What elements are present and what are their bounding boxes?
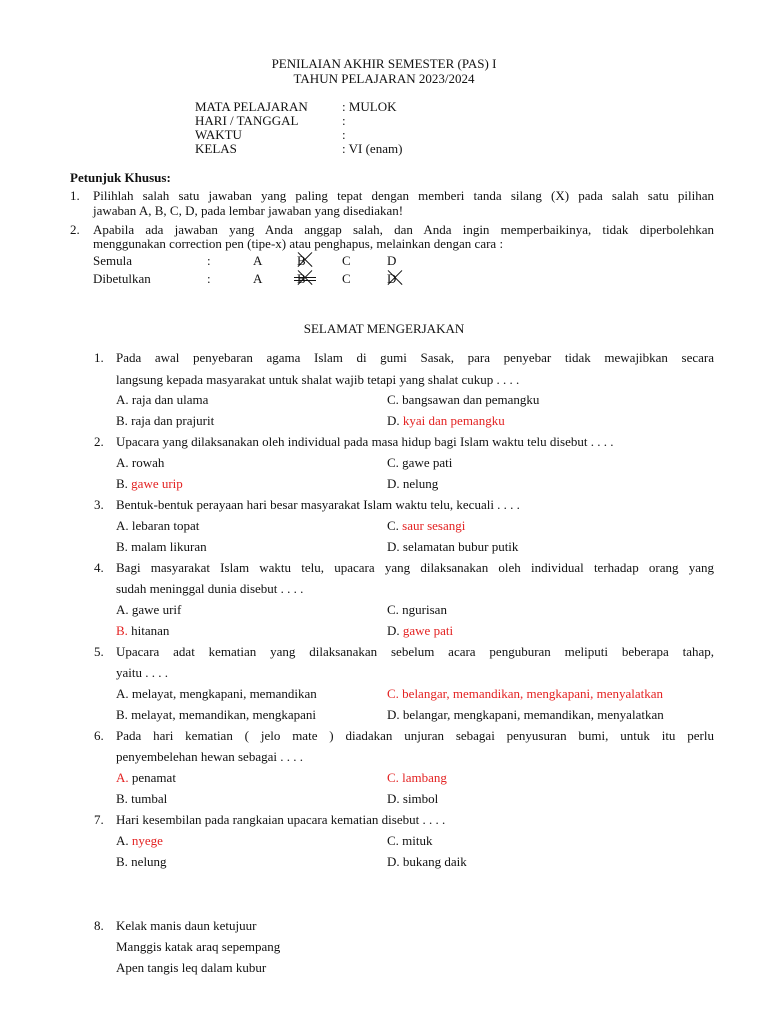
option-text: ngurisan — [402, 602, 447, 617]
question-text: penyembelehan hewan sebagai . . . . — [116, 749, 303, 764]
option-letter: B. — [116, 476, 128, 491]
question-text: Pada awal penyebaran agama Islam di gumi Sasak, para penyebar tidak mewajibkan secara — [116, 350, 714, 365]
option-c[interactable] — [387, 455, 452, 471]
example-option-c: C — [342, 253, 351, 268]
option-b[interactable] — [116, 539, 207, 555]
option-letter: D. — [387, 539, 400, 554]
option-text: simbol — [402, 791, 439, 806]
question-text: Bagi masyarakat Islam waktu telu, upacara yang dilaksanakan oleh individual terhadap orang yang — [116, 560, 714, 575]
option-letter: D. — [387, 791, 400, 806]
option-b[interactable] — [116, 791, 167, 807]
example-option-b: B — [297, 253, 306, 268]
option-letter: B. — [116, 707, 128, 722]
option-text-selected: lambang — [402, 770, 447, 785]
option-text: belangar, mengkapani, memandikan, menyalatkan — [402, 707, 664, 722]
question-text: Upacara yang dilaksanakan oleh individual pada masa hidup bagi Islam waktu telu disebut . . . . — [116, 434, 614, 449]
question-number: 1. — [94, 350, 104, 365]
info-value: : — [342, 113, 346, 128]
question-text: Bentuk-bentuk perayaan hari besar masyarakat Islam waktu telu, kecuali . . . . — [116, 497, 520, 512]
option-text: selamatan bubur putik — [402, 539, 519, 554]
question-text: Pada hari kematian ( jelo mate ) diadakan unjuran sebagai penyusuran bumi, untuk itu perlu — [116, 728, 714, 743]
option-letter: D. — [387, 623, 400, 638]
info-label: KELAS — [195, 141, 237, 156]
instruction-number: 1. — [70, 188, 80, 203]
option-text-selected: belangar, memandikan, mengkapani, menyalatkan — [402, 686, 663, 701]
info-label: HARI / TANGGAL — [195, 113, 299, 128]
option-text: rowah — [131, 455, 165, 470]
option-letter: C. — [387, 686, 399, 701]
option-text-selected: kyai dan pemangku — [402, 413, 505, 428]
option-d[interactable] — [387, 707, 664, 723]
exam-title: PENILAIAN AKHIR SEMESTER (PAS) I — [271, 56, 497, 71]
option-letter: C. — [387, 602, 399, 617]
info-label: MATA PELAJARAN — [195, 99, 308, 114]
example-label: Dibetulkan — [93, 271, 151, 286]
option-text: lebaran topat — [131, 518, 200, 533]
option-text: malam likuran — [131, 539, 207, 554]
option-text: raja dan prajurit — [131, 413, 215, 428]
option-letter: A. — [116, 602, 129, 617]
option-text-selected: gawe urip — [131, 476, 183, 491]
question-text: yaitu . . . . — [116, 665, 168, 680]
option-letter: C. — [387, 518, 399, 533]
option-letter: D. — [387, 707, 400, 722]
option-c[interactable] — [387, 602, 447, 618]
example-option-a: A — [253, 271, 263, 286]
option-text: penamat — [131, 770, 176, 785]
example-option-d: D — [387, 253, 397, 268]
question-number: 8. — [94, 918, 104, 933]
option-text: melayat, mengkapani, memandikan — [131, 686, 317, 701]
option-b[interactable] — [116, 476, 183, 492]
example-colon: : — [207, 271, 211, 286]
option-a[interactable] — [116, 833, 163, 849]
option-letter: B. — [116, 623, 128, 638]
option-letter: A. — [116, 770, 129, 785]
pantun-line: Kelak manis daun ketujuur — [116, 918, 257, 933]
example-option-a: A — [253, 253, 263, 268]
option-letter: D. — [387, 854, 400, 869]
instruction-text: Pilihlah salah satu jawaban yang paling tepat dengan memberi tanda silang (X) pada salah satu pilihan — [93, 188, 714, 203]
instructions-title: Petunjuk Khusus: — [70, 170, 171, 185]
option-letter: C. — [387, 392, 399, 407]
option-letter: A. — [116, 518, 129, 533]
info-value: : MULOK — [342, 99, 397, 114]
option-letter: C. — [387, 833, 399, 848]
question-number: 7. — [94, 812, 104, 827]
option-letter: C. — [387, 770, 399, 785]
option-text: gawe pati — [402, 455, 453, 470]
example-option-d: D — [387, 271, 397, 286]
info-label: WAKTU — [195, 127, 242, 142]
option-text: tumbal — [131, 791, 168, 806]
option-c[interactable] — [387, 686, 663, 702]
question-number: 5. — [94, 644, 104, 659]
question-number: 3. — [94, 497, 104, 512]
option-d[interactable] — [387, 854, 467, 870]
option-b[interactable] — [116, 854, 167, 870]
question-text: Hari kesembilan pada rangkaian upacara kematian disebut . . . . — [116, 812, 446, 827]
option-letter: A. — [116, 686, 129, 701]
instruction-number: 2. — [70, 222, 80, 237]
question-text: sudah meninggal dunia disebut . . . . — [116, 581, 304, 596]
option-c[interactable] — [387, 392, 539, 408]
option-text: gawe urif — [131, 602, 182, 617]
option-a[interactable] — [116, 455, 164, 471]
option-text-selected: nyege — [131, 833, 163, 848]
option-text: raja dan ulama — [131, 392, 209, 407]
example-option-c: C — [342, 271, 351, 286]
option-text: melayat, memandikan, mengkapani — [131, 707, 316, 722]
strike-through-icon — [294, 277, 316, 281]
academic-year: TAHUN PELAJARAN 2023/2024 — [293, 71, 475, 86]
question-number: 6. — [94, 728, 104, 743]
option-c[interactable] — [387, 833, 433, 849]
instruction-text: Apabila ada jawaban yang Anda anggap salah, dan Anda ingin memperbaikinya, tidak diperbolehkan — [93, 222, 714, 237]
option-b[interactable] — [116, 707, 316, 723]
option-text: mituk — [402, 833, 433, 848]
option-b[interactable] — [116, 413, 214, 429]
instruction-text: jawaban A, B, C, D, pada lembar jawaban yang disediakan! — [93, 203, 404, 218]
example-label: Semula — [93, 253, 132, 268]
option-letter: C. — [387, 455, 399, 470]
option-a[interactable] — [116, 602, 181, 618]
option-c[interactable] — [387, 518, 465, 534]
option-letter: B. — [116, 539, 128, 554]
option-a[interactable] — [116, 770, 176, 786]
option-c[interactable] — [387, 770, 447, 786]
question-text: Upacara adat kematian yang dilaksanakan sebelum acara penguburan meliputi beberapa tahap, — [116, 644, 714, 659]
option-text-selected: saur sesangi — [402, 518, 466, 533]
option-d[interactable] — [387, 623, 453, 639]
option-letter: B. — [116, 791, 128, 806]
option-text: bangsawan dan pemangku — [402, 392, 540, 407]
option-letter: B. — [116, 413, 128, 428]
info-value: : — [342, 127, 346, 142]
option-d[interactable] — [387, 476, 438, 492]
info-value: : VI (enam) — [342, 141, 403, 156]
option-letter: A. — [116, 833, 129, 848]
option-d[interactable] — [387, 791, 438, 807]
question-number: 4. — [94, 560, 104, 575]
option-text-selected: gawe pati — [402, 623, 454, 638]
option-d[interactable] — [387, 413, 505, 429]
option-a[interactable] — [116, 686, 317, 702]
question-text: langsung kepada masyarakat untuk shalat wajib tetapi yang shalat cukup . . . . — [116, 372, 520, 387]
pantun-line: Apen tangis leq dalam kubur — [116, 960, 267, 975]
question-number: 2. — [94, 434, 104, 449]
option-d[interactable] — [387, 539, 518, 555]
pantun-line: Manggis katak araq sepempang — [116, 939, 281, 954]
instruction-text: menggunakan correction pen (tipe-x) atau penghapus, melainkan dengan cara : — [93, 236, 504, 251]
option-text: bukang daik — [402, 854, 467, 869]
option-letter: D. — [387, 476, 400, 491]
option-b[interactable] — [116, 623, 169, 639]
option-text: hitanan — [131, 623, 170, 638]
option-a[interactable] — [116, 392, 208, 408]
option-text: nelung — [402, 476, 439, 491]
example-colon: : — [207, 253, 211, 268]
example-option-b: B — [297, 271, 306, 286]
option-text: nelung — [131, 854, 167, 869]
greeting: SELAMAT MENGERJAKAN — [303, 321, 465, 336]
option-letter: A. — [116, 392, 129, 407]
option-letter: A. — [116, 455, 129, 470]
option-a[interactable] — [116, 518, 199, 534]
option-letter: B. — [116, 854, 128, 869]
option-letter: D. — [387, 413, 400, 428]
